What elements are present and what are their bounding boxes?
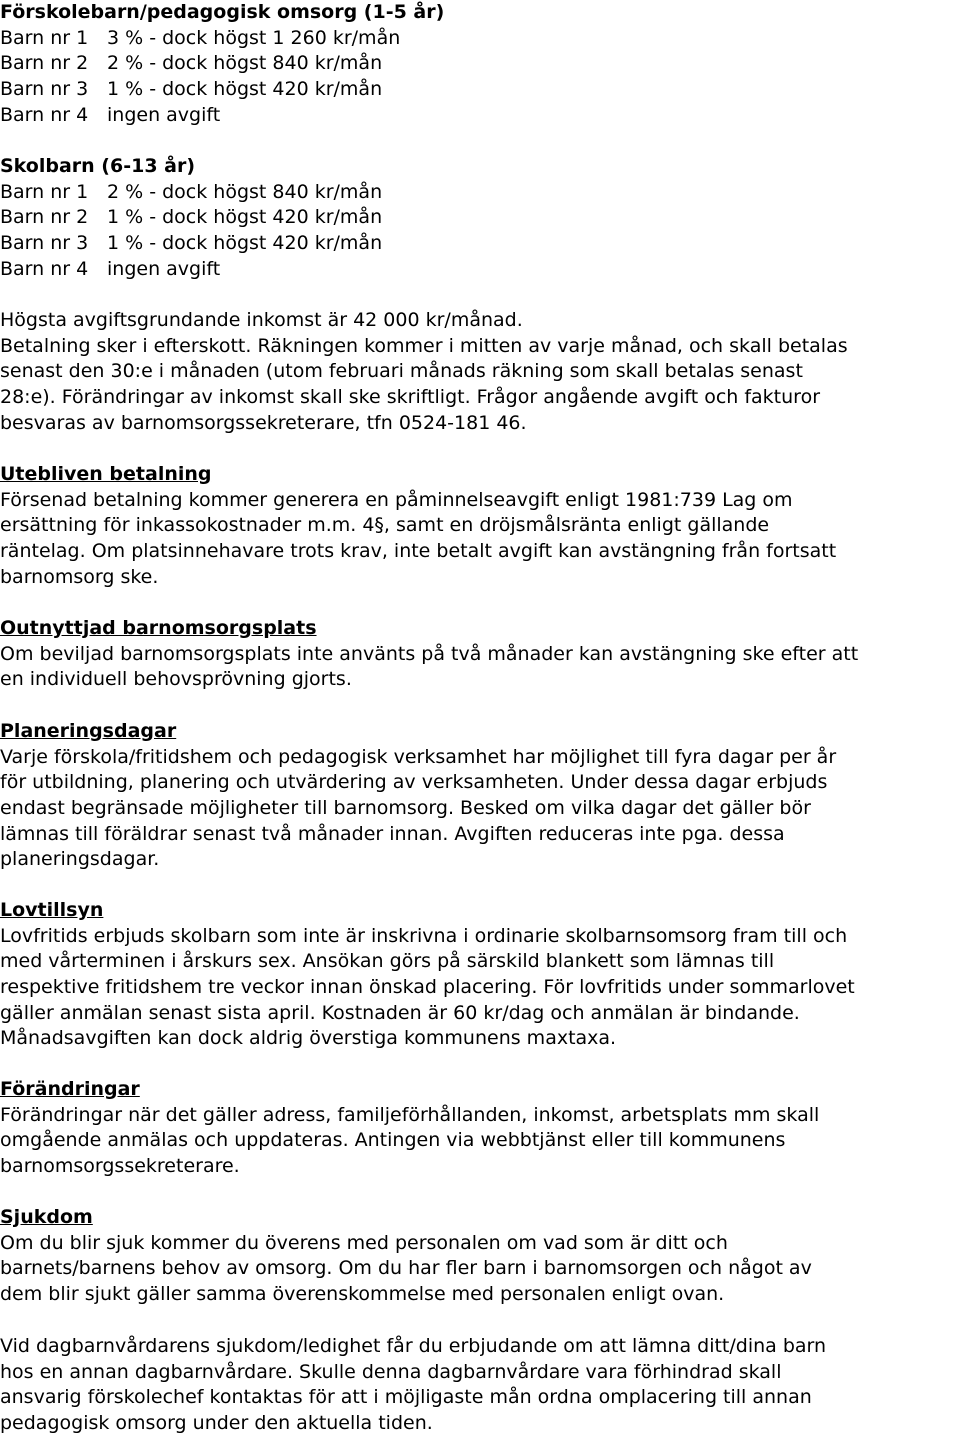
paragraph-line: hos en annan dagbarnvårdare. Skulle denna dagbarnvårdare vara förhindrad skall [0,1360,782,1383]
fee-row-label: Barn nr 4 [0,103,89,126]
section-changes [0,1077,960,1180]
paragraph-line: med vårterminen i årskurs sex. Ansökan görs på särskild blankett som lämnas till [0,950,775,973]
fee-row [0,26,960,52]
fee-row-value: ingen avgift [107,103,221,126]
paragraph-line: besvaras av barnomsorgssekreterare, tfn 0524-181 46. [0,411,527,434]
fee-row-value: 1 % - dock högst 420 kr/mån [107,78,383,101]
fee-row-value: 1 % - dock högst 420 kr/mån [107,232,383,255]
fee-row-label: Barn nr 3 [0,232,89,255]
section-heading: Outnyttjad barnomsorgsplats [0,617,317,639]
fee-row-value: 2 % - dock högst 840 kr/mån [107,52,383,75]
paragraph-line: ersättning för inkassokostnader m.m. 4§, samt en dröjsmålsränta enligt gällande [0,514,770,537]
fee-row-label: Barn nr 3 [0,78,89,101]
fee-row-value: 1 % - dock högst 420 kr/mån [107,206,383,229]
paragraph-line: Vid dagbarnvårdarens sjukdom/ledighet får du erbjudande om att lämna ditt/dina barn [0,1335,827,1357]
section-planning-days [0,719,960,873]
paragraph-line: Högsta avgiftsgrundande inkomst är 42 000 kr/månad. [0,309,523,331]
paragraph-line: Om beviljad barnomsorgsplats inte använts på två månader kan avstängning ske efter att [0,642,859,665]
fee-row [0,51,960,77]
paragraph-line: för utbildning, planering och utvärdering av verksamheten. Under dessa dagar erbjuds [0,771,828,794]
paragraph-line: pedagogisk omsorg under den aktuella tiden. [0,1412,433,1435]
fee-row-value: ingen avgift [107,257,221,280]
paragraph-line: gäller anmälan senast sista april. Kostnaden är 60 kr/dag och anmälan är bindande. [0,1001,800,1024]
paragraph-line: Lovfritids erbjuds skolbarn som inte är inskrivna i ordinarie skolbarnsomsorg fram till och [0,924,848,947]
fee-row [0,231,960,257]
payment-paragraph [0,308,960,436]
closing-paragraph [0,1334,960,1437]
section-holiday-care [0,898,960,1052]
paragraph-line: senast den 30:e i månaden (utom februari månads räkning som skall betalas senast [0,360,803,383]
fee-row-label: Barn nr 4 [0,257,89,280]
school-heading: Skolbarn (6-13 år) [0,155,196,177]
section-heading: Utebliven betalning [0,463,212,485]
paragraph-line: planeringsdagar. [0,848,160,871]
fee-row-label: Barn nr 1 [0,26,89,49]
section-heading: Förändringar [0,1078,140,1100]
paragraph-line: Försenad betalning kommer generera en påminnelseavgift enligt 1981:739 Lag om [0,488,793,511]
section-unused-place [0,616,960,693]
fee-row [0,257,960,283]
fee-row-value: 2 % - dock högst 840 kr/mån [107,180,383,203]
section-heading: Planeringsdagar [0,720,177,742]
paragraph-line: 28:e). Förändringar av inkomst skall ske skriftligt. Frågor angående avgift och fakturor [0,386,821,409]
section-heading: Sjukdom [0,1206,93,1228]
paragraph-line: barnets/barnens behov av omsorg. Om du har fler barn i barnomsorgen och något av [0,1257,812,1280]
paragraph-line: omgående anmälas och uppdateras. Antingen via webbtjänst eller till kommunens [0,1129,786,1152]
paragraph-line: Månadsavgiften kan dock aldrig överstiga kommunens maxtaxa. [0,1027,617,1050]
paragraph-line: räntelag. Om platsinnehavare trots krav, inte betalt avgift kan avstängning från fortsatt [0,540,837,563]
preschool-fee-block [0,0,960,128]
paragraph-line: barnomsorgssekreterare. [0,1155,240,1178]
paragraph-line: Betalning sker i efterskott. Räkningen kommer i mitten av varje månad, och skall betalas [0,334,848,357]
fee-row-label: Barn nr 1 [0,180,89,203]
paragraph-line: Förändringar när det gäller adress, familjeförhållanden, inkomst, arbetsplats mm skall [0,1103,820,1126]
section-heading: Lovtillsyn [0,899,104,921]
fee-row-value: 3 % - dock högst 1 260 kr/mån [107,26,401,49]
fee-row [0,77,960,103]
section-illness [0,1205,960,1308]
paragraph-line: endast begränsade möjligheter till barnomsorg. Besked om vilka dagar det gäller bör [0,797,811,820]
fee-row-label: Barn nr 2 [0,206,89,229]
paragraph-line: barnomsorg ske. [0,565,159,588]
paragraph-line: en individuell behovsprövning gjorts. [0,668,352,691]
paragraph-line: Varje förskola/fritidshem och pedagogisk verksamhet har möjlighet till fyra dagar per år [0,745,837,768]
paragraph-line: lämnas till föräldrar senast två månader innan. Avgiften reduceras inte pga. dessa [0,822,785,845]
paragraph-line: ansvarig förskolechef kontaktas för att i möjligaste mån ordna omplacering till annan [0,1386,812,1409]
fee-row-label: Barn nr 2 [0,52,89,75]
school-fee-block [0,154,960,282]
paragraph-line: respektive fritidshem tre veckor innan önskad placering. För lovfritids under sommarlovet [0,976,855,999]
fee-row [0,205,960,231]
fee-row [0,180,960,206]
section-late-payment [0,462,960,590]
fee-row [0,103,960,129]
paragraph-line: dem blir sjukt gäller samma överenskommelse med personalen enligt ovan. [0,1283,725,1306]
preschool-heading: Förskolebarn/pedagogisk omsorg (1-5 år) [0,1,445,23]
paragraph-line: Om du blir sjuk kommer du överens med personalen om vad som är ditt och [0,1231,728,1254]
